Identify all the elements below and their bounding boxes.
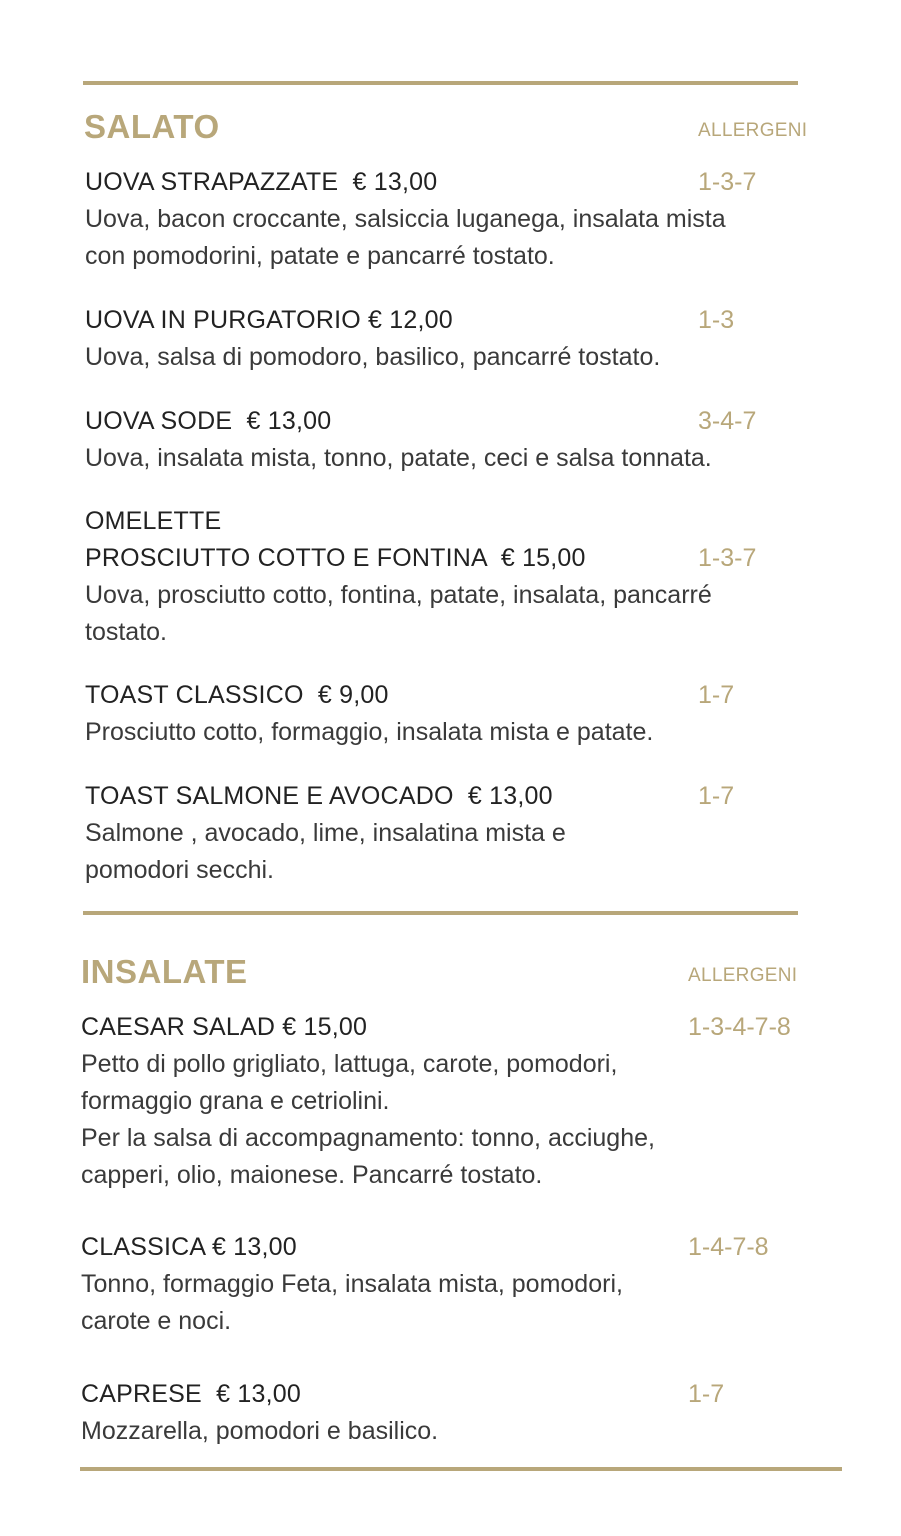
item-name: CAESAR SALAD € 15,00 bbox=[81, 1013, 368, 1041]
item-name: TOAST CLASSICO € 9,00 bbox=[85, 681, 389, 709]
item-description: Prosciutto cotto, formaggio, insalata mista e patate. bbox=[85, 718, 654, 746]
menu-item bbox=[85, 302, 845, 376]
item-name: UOVA SODE € 13,00 bbox=[85, 407, 332, 435]
item-description: Uova, prosciutto cotto, fontina, patate, insalata, pancarré tostato. bbox=[85, 581, 712, 646]
menu-item bbox=[85, 403, 845, 477]
item-description: Uova, salsa di pomodoro, basilico, pancarré tostato. bbox=[85, 343, 661, 371]
item-allergens: 1-7 bbox=[698, 782, 735, 810]
allergens-header: ALLERGENI bbox=[688, 965, 798, 986]
item-name: TOAST SALMONE E AVOCADO € 13,00 bbox=[85, 782, 553, 810]
item-description: Mozzarella, pomodori e basilico. bbox=[81, 1417, 439, 1445]
section-title-salato: SALATO bbox=[84, 108, 220, 145]
menu-item bbox=[85, 164, 845, 275]
item-name: CAPRESE € 13,00 bbox=[81, 1380, 301, 1408]
item-name: CLASSICA € 13,00 bbox=[81, 1233, 297, 1261]
item-allergens: 1-3 bbox=[698, 306, 735, 334]
section-divider-top bbox=[83, 81, 798, 85]
item-description: Uova, bacon croccante, salsiccia luganega, insalata mista con pomodorini, patate e pancarré tostato. bbox=[85, 205, 726, 270]
item-description: Petto di pollo grigliato, lattuga, carote, pomodori, formaggio grana e cetriolini. Per la salsa di accompagnamento: tonno, acciughe, capperi, olio, maionese. Pancarré tostato. bbox=[81, 1050, 655, 1189]
item-allergens: 1-7 bbox=[688, 1380, 725, 1408]
menu-item bbox=[81, 1009, 841, 1194]
menu-item bbox=[81, 1376, 841, 1450]
item-description: Salmone , avocado, lime, insalatina mista e pomodori secchi. bbox=[85, 819, 566, 884]
item-name: UOVA STRAPAZZATE € 13,00 bbox=[85, 168, 438, 196]
item-allergens: 1-7 bbox=[698, 681, 735, 709]
menu-item bbox=[85, 778, 845, 889]
item-name: OMELETTE PROSCIUTTO COTTO E FONTINA € 15,00 bbox=[85, 507, 586, 572]
item-allergens: 1-3-7 bbox=[698, 544, 757, 572]
item-description: Tonno, formaggio Feta, insalata mista, pomodori, carote e noci. bbox=[81, 1270, 623, 1335]
item-allergens: 1-3-4-7-8 bbox=[688, 1013, 791, 1041]
item-allergens: 3-4-7 bbox=[698, 407, 757, 435]
menu-item bbox=[85, 677, 845, 751]
section-title-insalate: INSALATE bbox=[81, 953, 248, 990]
allergens-header: ALLERGENI bbox=[698, 120, 808, 141]
menu-item bbox=[85, 503, 845, 651]
item-name: UOVA IN PURGATORIO € 12,00 bbox=[85, 306, 453, 334]
item-description: Uova, insalata mista, tonno, patate, ceci e salsa tonnata. bbox=[85, 444, 712, 472]
item-allergens: 1-4-7-8 bbox=[688, 1233, 769, 1261]
item-allergens: 1-3-7 bbox=[698, 168, 757, 196]
section-divider bbox=[83, 911, 798, 915]
menu-item bbox=[81, 1229, 841, 1340]
section-divider-bottom bbox=[80, 1467, 842, 1471]
